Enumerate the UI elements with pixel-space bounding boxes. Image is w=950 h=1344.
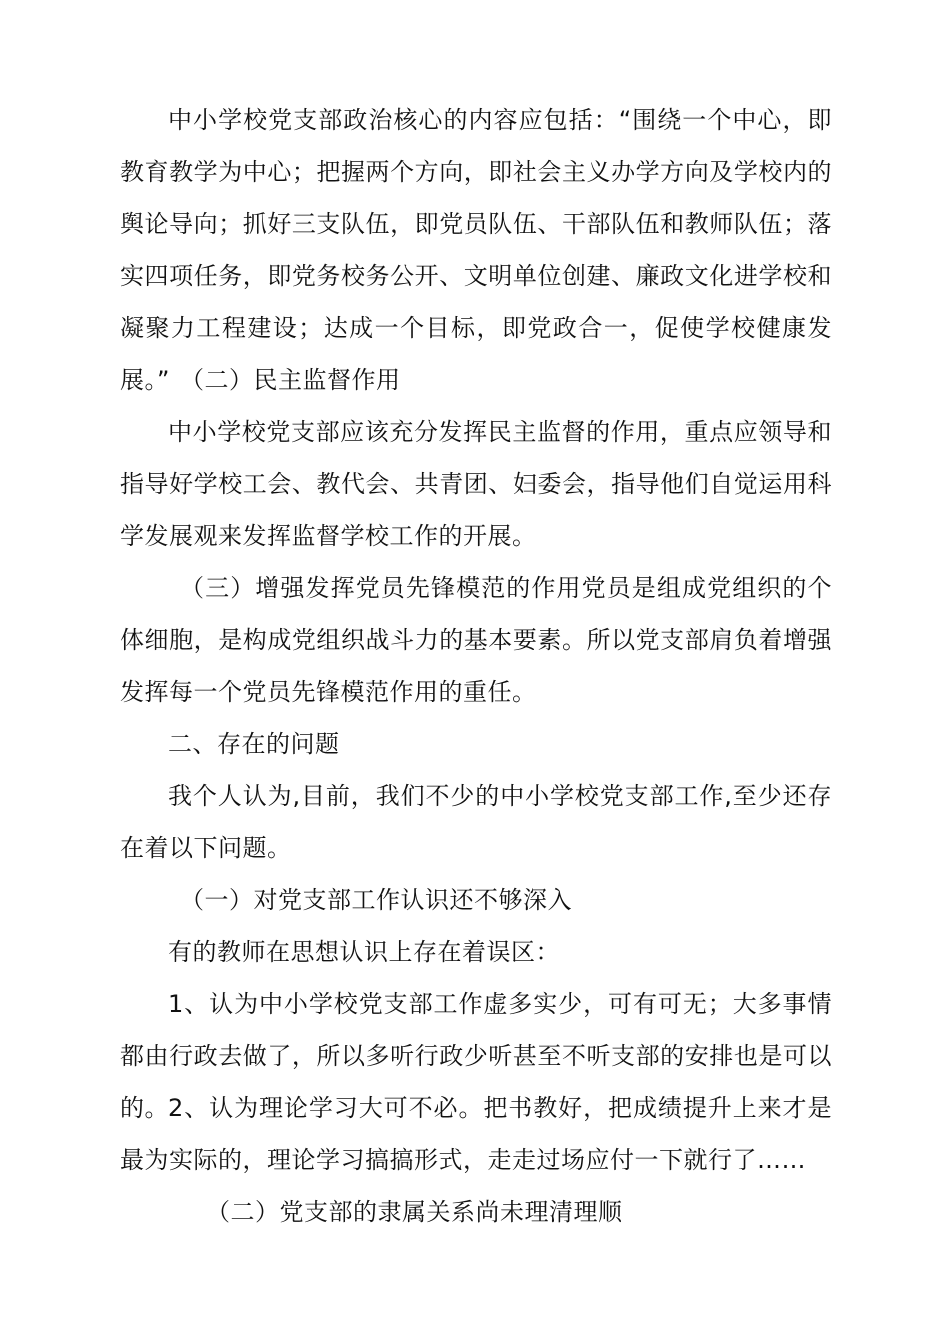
heading-affiliation: （二）党支部的隶属关系尚未理清理顺 [206,1198,623,1226]
paragraph-political-core: 中小学校党支部政治核心的内容应包括：“围绕一个中心，即教育教学为中心；把握两个方向，即社会主义办学方向及学校内的舆论导向；抓好三支队伍，即党员队伍、干部队伍和教师队伍；落实四项任务，即党务校务公开、文明单位创建、廉政文化进学校和凝聚力工程建设；达成一个目标，即党政合一，促使学校健康发展。” [120,106,832,394]
heading-democratic-supervision: （二）民主监督作用 [180,366,401,394]
list-item-1: 1、认为中小学校党支部工作虚多实少，可有可无；大多事情都由行政去做了，所以多听行政少听甚至不听支部的安排也是可以的。 [120,990,832,1122]
heading-existing-problems: 二、存在的问题 [168,730,340,758]
paragraph-party-member-role: （三）增强发挥党员先锋模范的作用党员是组成党组织的个体细胞，是构成党组织战斗力的基本要素。所以党支部肩负着增强发挥每一个党员先锋模范作用的重任。 [120,574,832,706]
list-item-2: 2、认为理论学习大可不必。把书教好，把成绩提升上来才是最为实际的，理论学习搞搞形式，走走过场应付一下就行了…… [120,1094,832,1174]
heading-insufficient-understanding: （一）对党支部工作认识还不够深入 [180,886,572,914]
paragraph-personal-view: 我个人认为,目前，我们不少的中小学校党支部工作,至少还存在着以下问题。 [120,782,832,862]
paragraph-democratic-supervision: 中小学校党支部应该充分发挥民主监督的作用，重点应领导和指导好学校工会、教代会、共青团、妇委会，指导他们自觉运用科学发展观来发挥监督学校工作的开展。 [120,418,832,550]
paragraph-misconceptions-intro: 有的教师在思想认识上存在着误区： [168,938,560,966]
